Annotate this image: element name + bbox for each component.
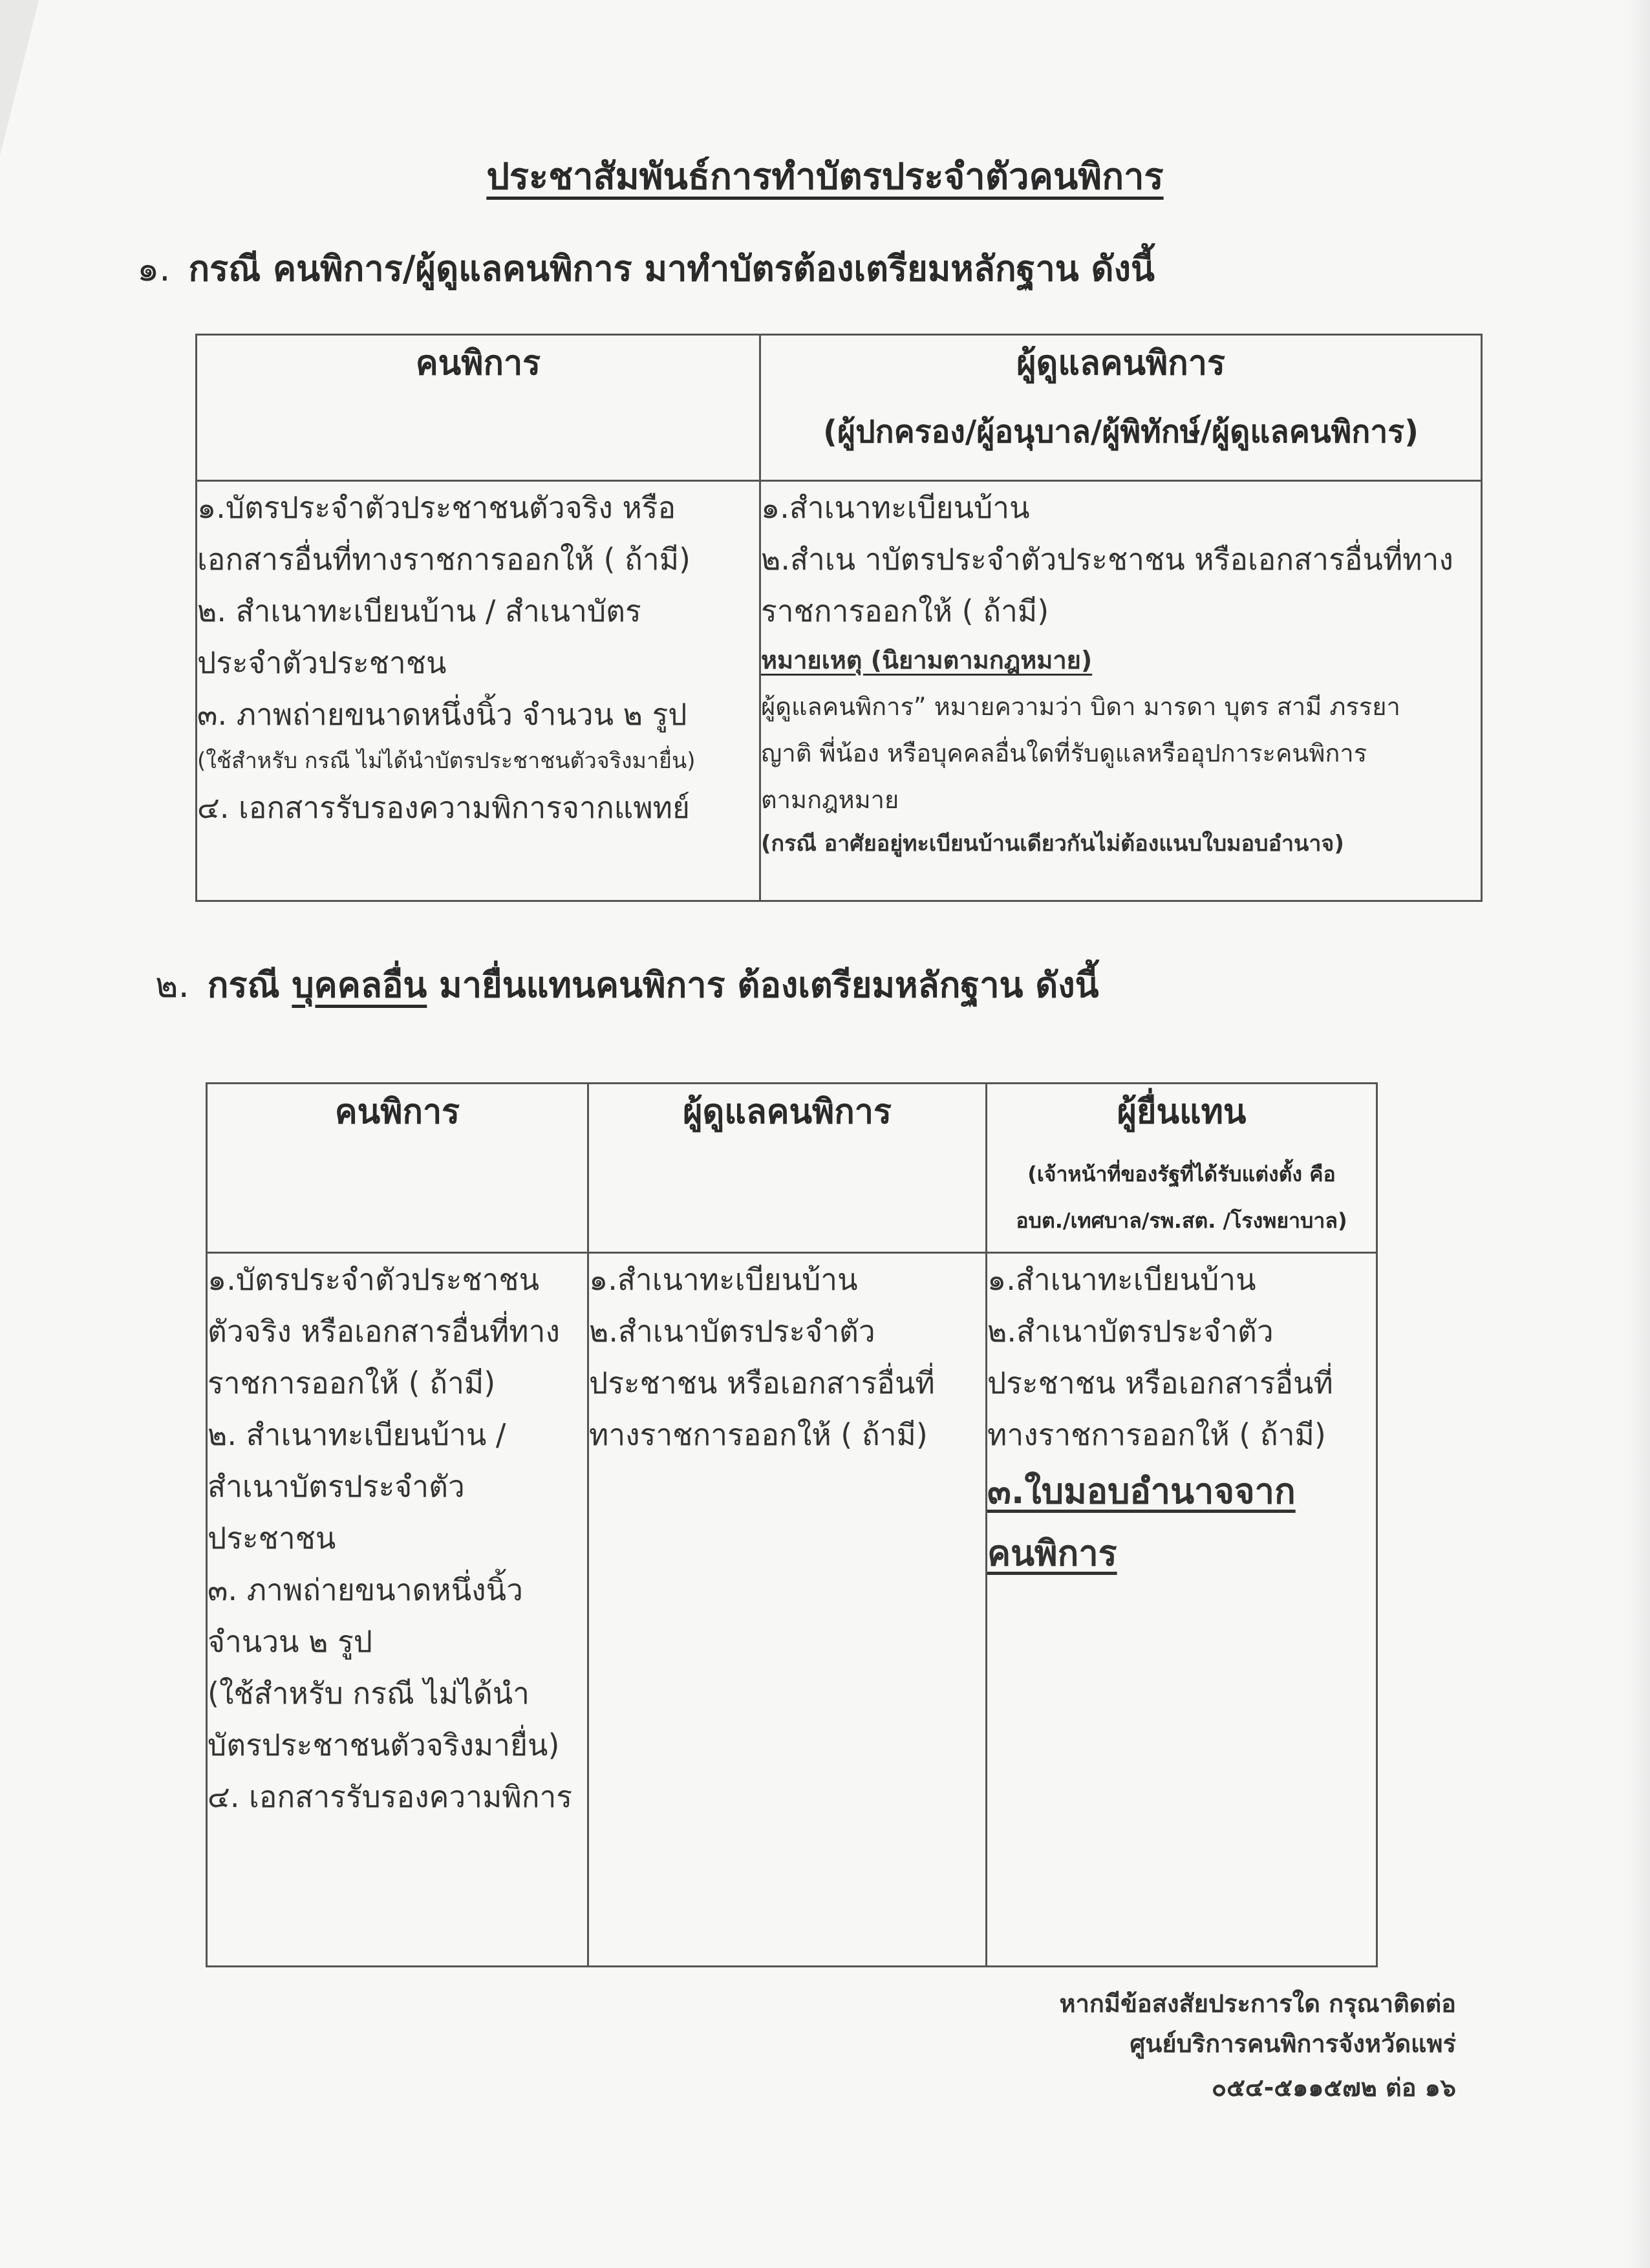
section2-col3-header: ผู้ยื่นแทน	[1117, 1093, 1247, 1131]
section1-heading	[137, 241, 1155, 296]
section1-col1-header: คนพิการ	[415, 344, 541, 383]
list-item: (ใช้สำหรับ กรณี ไม่ได้นำ	[208, 1676, 530, 1711]
list-item: ราชการออกให้ ( ถ้ามี)	[761, 594, 1049, 628]
definition-line: ผู้ดูแลคนพิการ” หมายความว่า บิดา มารดา บุตร สามี ภรรยา	[761, 692, 1400, 721]
list-item: ประชาชน หรือเอกสารอื่นที่	[987, 1365, 1333, 1400]
list-item: (ใช้สำหรับ กรณี ไม่ได้นำบัตรประชาชนตัวจริงมายื่น)	[197, 748, 696, 774]
section2-col3-body	[987, 1253, 1377, 1967]
list-item: ๑.บัตรประจำตัวประชาชน	[208, 1262, 540, 1297]
section1-col2-body	[760, 481, 1482, 901]
section2-header-row	[207, 1084, 1377, 1253]
section2-number: ๒.	[155, 965, 189, 1005]
section2-col1-header: คนพิการ	[334, 1093, 460, 1131]
list-item: ๑.สำเนาทะเบียนบ้าน	[589, 1262, 858, 1297]
section1-header-row	[197, 335, 1482, 481]
contact-line2: ศูนย์บริการคนพิการจังหวัดแพร่	[1130, 2029, 1456, 2058]
section1-col1-body	[197, 481, 760, 901]
list-item: ๓. ภาพถ่ายขนาดหนึ่งนิ้ว	[208, 1572, 523, 1607]
section1-number: ๑.	[137, 248, 171, 289]
section2-heading-underlined: บุคคลอื่น	[292, 965, 427, 1005]
list-item: บัตรประชาชนตัวจริงมายื่น)	[208, 1728, 560, 1762]
list-item: จำนวน ๒ รูป	[208, 1624, 372, 1659]
section1-body-row	[197, 481, 1482, 901]
section1-col2-header: ผู้ดูแลคนพิการ	[1016, 344, 1225, 383]
section2-body-row	[207, 1253, 1377, 1967]
section2-col2-header-cell	[588, 1084, 987, 1253]
list-item: ประชาชน	[208, 1521, 336, 1556]
section1-col1-header-cell	[197, 335, 760, 481]
list-item: ทางราชการออกให้ ( ถ้ามี)	[589, 1417, 928, 1452]
section2-col3-note	[987, 1151, 1376, 1244]
list-item: ทางราชการออกให้ ( ถ้ามี)	[987, 1417, 1326, 1452]
section2-heading	[155, 957, 1099, 1012]
footnote: (กรณี อาศัยอยู่ทะเบียนบ้านเดียวกันไม่ต้องแนบใบมอบอำนาจ)	[761, 831, 1344, 857]
page-fold-corner	[0, 0, 39, 155]
list-item: ๒. สำเนาทะเบียนบ้าน / สำเนาบัตร	[197, 594, 641, 628]
list-item: ราชการออกให้ ( ถ้ามี)	[208, 1365, 496, 1400]
list-item: สำเนาบัตรประจำตัว	[208, 1469, 465, 1504]
page-edge-shadow	[1627, 0, 1650, 2268]
emphasis-item: คนพิการ	[987, 1533, 1117, 1574]
list-item: ตัวจริง หรือเอกสารอื่นที่ทาง	[208, 1314, 560, 1349]
definition-line: ญาติ พี่น้อง หรือบุคคลอื่นใดที่รับดูแลหรืออุปการะคนพิการ	[761, 739, 1367, 767]
list-item: เอกสารอื่นที่ทางราชการออกให้ ( ถ้ามี)	[197, 542, 691, 577]
list-item: ประชาชน หรือเอกสารอื่นที่	[589, 1365, 935, 1400]
list-item: ๒. สำเนาทะเบียนบ้าน /	[208, 1417, 506, 1452]
list-item: ๓. ภาพถ่ายขนาดหนึ่งนิ้ว จำนวน ๒ รูป	[197, 697, 687, 732]
section1-col2-subheader: (ผู้ปกครอง/ผู้อนุบาล/ผู้พิทักษ์/ผู้ดูแลคนพิการ)	[823, 414, 1419, 450]
list-item: ๑.สำเนาทะเบียนบ้าน	[761, 490, 1030, 525]
section2-table	[206, 1082, 1378, 1967]
section2-col3-header-cell	[987, 1084, 1377, 1253]
contact-line1: หากมีข้อสงสัยประการใด กรุณาติดต่อ	[1059, 1989, 1456, 2018]
section2-col3-note-line2: อบต./เทศบาล/รพ.สต. /โรงพยาบาล)	[1016, 1208, 1347, 1233]
page-title: ประชาสัมพันธ์การทำบัตรประจำตัวคนพิการ	[486, 156, 1164, 198]
section2-heading-suffix: มายื่นแทนคนพิการ ต้องเตรียมหลักฐาน ดังนี้	[427, 965, 1099, 1005]
section2-col2-body	[588, 1253, 987, 1967]
list-item: ๑.บัตรประจำตัวประชาชนตัวจริง หรือ	[197, 490, 676, 525]
section2-heading-prefix: กรณี	[207, 965, 292, 1005]
definition-line: ตามกฎหมาย	[761, 786, 899, 814]
section2-col3-note-line1: (เจ้าหน้าที่ของรัฐที่ได้รับแต่งตั้ง คือ	[1027, 1162, 1336, 1186]
list-item: ประจำตัวประชาชน	[197, 645, 447, 680]
contact-phone: ๐๕๔-๕๑๑๕๗๒ ต่อ ๑๖	[1211, 2073, 1456, 2102]
list-item: ๒.สำเนาบัตรประจำตัว	[589, 1314, 875, 1349]
section1-heading-text: กรณี คนพิการ/ผู้ดูแลคนพิการ มาทำบัตรต้องเตรียมหลักฐาน ดังนี้	[188, 248, 1155, 289]
note-title: หมายเหตุ (นิยามตามกฎหมาย)	[761, 646, 1093, 674]
list-item: ๑.สำเนาทะเบียนบ้าน	[987, 1262, 1256, 1297]
section2-col2-header: ผู้ดูแลคนพิการ	[683, 1093, 892, 1131]
section2-col1-header-cell	[207, 1084, 588, 1253]
emphasis-item: ๓.ใบมอบอำนาจจาก	[987, 1471, 1296, 1512]
section1-col2-header-cell	[760, 335, 1482, 481]
list-item: ๔. เอกสารรับรองความพิการ	[208, 1779, 573, 1814]
list-item: ๒.สำเน าบัตรประจำตัวประชาชน หรือเอกสารอื่นที่ทาง	[761, 542, 1453, 577]
section2-col1-body	[207, 1253, 588, 1967]
list-item: ๔. เอกสารรับรองความพิการจากแพทย์	[197, 790, 690, 825]
section1-table	[195, 334, 1483, 902]
list-item: ๒.สำเนาบัตรประจำตัว	[987, 1314, 1274, 1349]
